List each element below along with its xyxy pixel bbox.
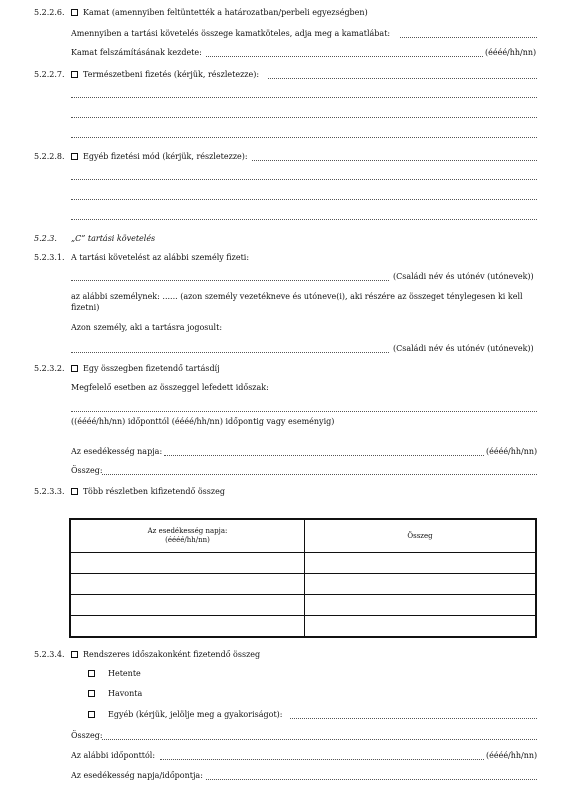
interest-start-label: Kamat felszámításának kezdete: (71, 48, 202, 57)
amount-cell[interactable] (305, 595, 537, 616)
in-kind-field-3[interactable] (71, 117, 537, 118)
entitled-name-field[interactable] (71, 352, 389, 353)
periodic-due-label: Az esedékesség napja/időpontja: (71, 771, 203, 780)
recipient-label-line1: az alábbi személynek: ...... (azon személy vezetékneve és utóneve(i), aki részére az összeget ténylegesen ki kell (71, 292, 523, 301)
section-number-5232: 5.2.3.2. (34, 364, 65, 373)
section-number-5227: 5.2.2.7. (34, 70, 65, 79)
weekly-label: Hetente (108, 669, 141, 678)
amount-cell[interactable] (305, 574, 537, 595)
installments-table (69, 518, 537, 638)
checkbox-in-kind[interactable] (71, 71, 78, 78)
checkbox-monthly[interactable] (88, 690, 95, 697)
due-date-column-header (70, 519, 305, 553)
entitled-person-label: Azon személy, aki a tartásra jogosult: (71, 323, 223, 332)
periodic-due-field[interactable] (206, 779, 537, 780)
period-format: ((éééé/hh/nn) időponttól (éééé/hh/nn) időpontig vagy eseményig) (71, 417, 335, 426)
checkbox-periodic[interactable] (71, 651, 78, 658)
amount-column-header: Összeg (305, 519, 537, 553)
section-number-523: 5.2.3. (34, 234, 57, 243)
table-row (70, 574, 536, 595)
interest-title: Kamat (amennyiben feltüntették a határozatban/perbeli egyezségben) (83, 8, 368, 17)
section-number-5228: 5.2.2.8. (34, 152, 65, 161)
due-date-cell[interactable] (70, 616, 305, 638)
other-frequency-label: Egyéb (kérjük, jelölje meg a gyakoriságot): (108, 710, 283, 719)
table-header-row (70, 519, 536, 553)
from-date-field[interactable] (160, 759, 484, 760)
other-payment-field-1[interactable] (252, 160, 537, 161)
other-payment-title: Egyéb fizetési mód (kérjük, részletezze): (83, 152, 248, 161)
checkbox-weekly[interactable] (88, 670, 95, 677)
in-kind-field-4[interactable] (71, 137, 537, 138)
other-payment-field-3[interactable] (71, 199, 537, 200)
recipient-label-line2: fizetni) (71, 303, 100, 312)
due-date-cell[interactable] (70, 574, 305, 595)
in-kind-field-2[interactable] (71, 97, 537, 98)
table-row (70, 595, 536, 616)
payer-name-field[interactable] (71, 280, 389, 281)
section-number-5231: 5.2.3.1. (34, 253, 65, 262)
lump-amount-label: Összeg: (71, 466, 103, 475)
monthly-label: Havonta (108, 689, 143, 698)
lump-sum-title: Egy összegben fizetendő tartásdíj (83, 364, 220, 373)
period-label: Megfelelő esetben az összeggel lefedett időszak: (71, 383, 269, 392)
payer-name-format: (Családi név és utónév (utónevek)) (393, 272, 534, 281)
other-payment-field-4[interactable] (71, 219, 537, 220)
interest-rate-field[interactable] (400, 37, 537, 38)
due-date-cell[interactable] (70, 595, 305, 616)
table-row (70, 553, 536, 574)
in-kind-title: Természetbeni fizetés (kérjük, részletezze): (83, 70, 260, 79)
lump-due-field[interactable] (164, 455, 484, 456)
due-date-header-line1: Az esedékesség napja: (147, 527, 228, 535)
checkbox-interest[interactable] (71, 9, 78, 16)
lump-amount-field[interactable] (102, 474, 537, 475)
checkbox-other-frequency[interactable] (88, 711, 95, 718)
periodic-amount-field[interactable] (102, 739, 537, 740)
date-format-hint: (éééé/hh/nn) (485, 48, 537, 57)
lump-due-format: (éééé/hh/nn) (486, 447, 538, 456)
periodic-amount-label: Összeg: (71, 731, 103, 740)
due-date-cell[interactable] (70, 553, 305, 574)
lump-due-label: Az esedékesség napja: (71, 447, 163, 456)
checkbox-lump-sum[interactable] (71, 365, 78, 372)
section-number-5234: 5.2.3.4. (34, 650, 65, 659)
periodic-title: Rendszeres időszakonként fizetendő összeg (83, 650, 261, 659)
in-kind-field-1[interactable] (268, 78, 537, 79)
amount-cell[interactable] (305, 553, 537, 574)
period-field[interactable] (71, 411, 537, 412)
checkbox-other-payment[interactable] (71, 153, 78, 160)
section-number-5226: 5.2.2.6. (34, 8, 65, 17)
installments-title: Több részletben kifizetendő összeg (83, 487, 225, 496)
entitled-name-format: (Családi név és utónév (utónevek)) (393, 344, 534, 353)
payer-label: A tartási követelést az alábbi személy fizeti: (71, 253, 250, 262)
other-frequency-field[interactable] (290, 718, 537, 719)
interest-rate-label: Amennyiben a tartási követelés összege kamatköteles, adja meg a kamatlábat: (71, 29, 391, 38)
due-date-header-line2: (éééé/hh/nn) (165, 536, 210, 544)
other-payment-field-2[interactable] (71, 179, 537, 180)
interest-start-field[interactable] (206, 56, 483, 57)
section-c-title: „C” tartási követelés (71, 234, 156, 243)
from-date-label: Az alábbi időponttól: (71, 751, 156, 760)
table-row (70, 616, 536, 638)
from-date-format: (éééé/hh/nn) (486, 751, 538, 760)
checkbox-installments[interactable] (71, 488, 78, 495)
section-number-5233: 5.2.3.3. (34, 487, 65, 496)
amount-cell[interactable] (305, 616, 537, 638)
